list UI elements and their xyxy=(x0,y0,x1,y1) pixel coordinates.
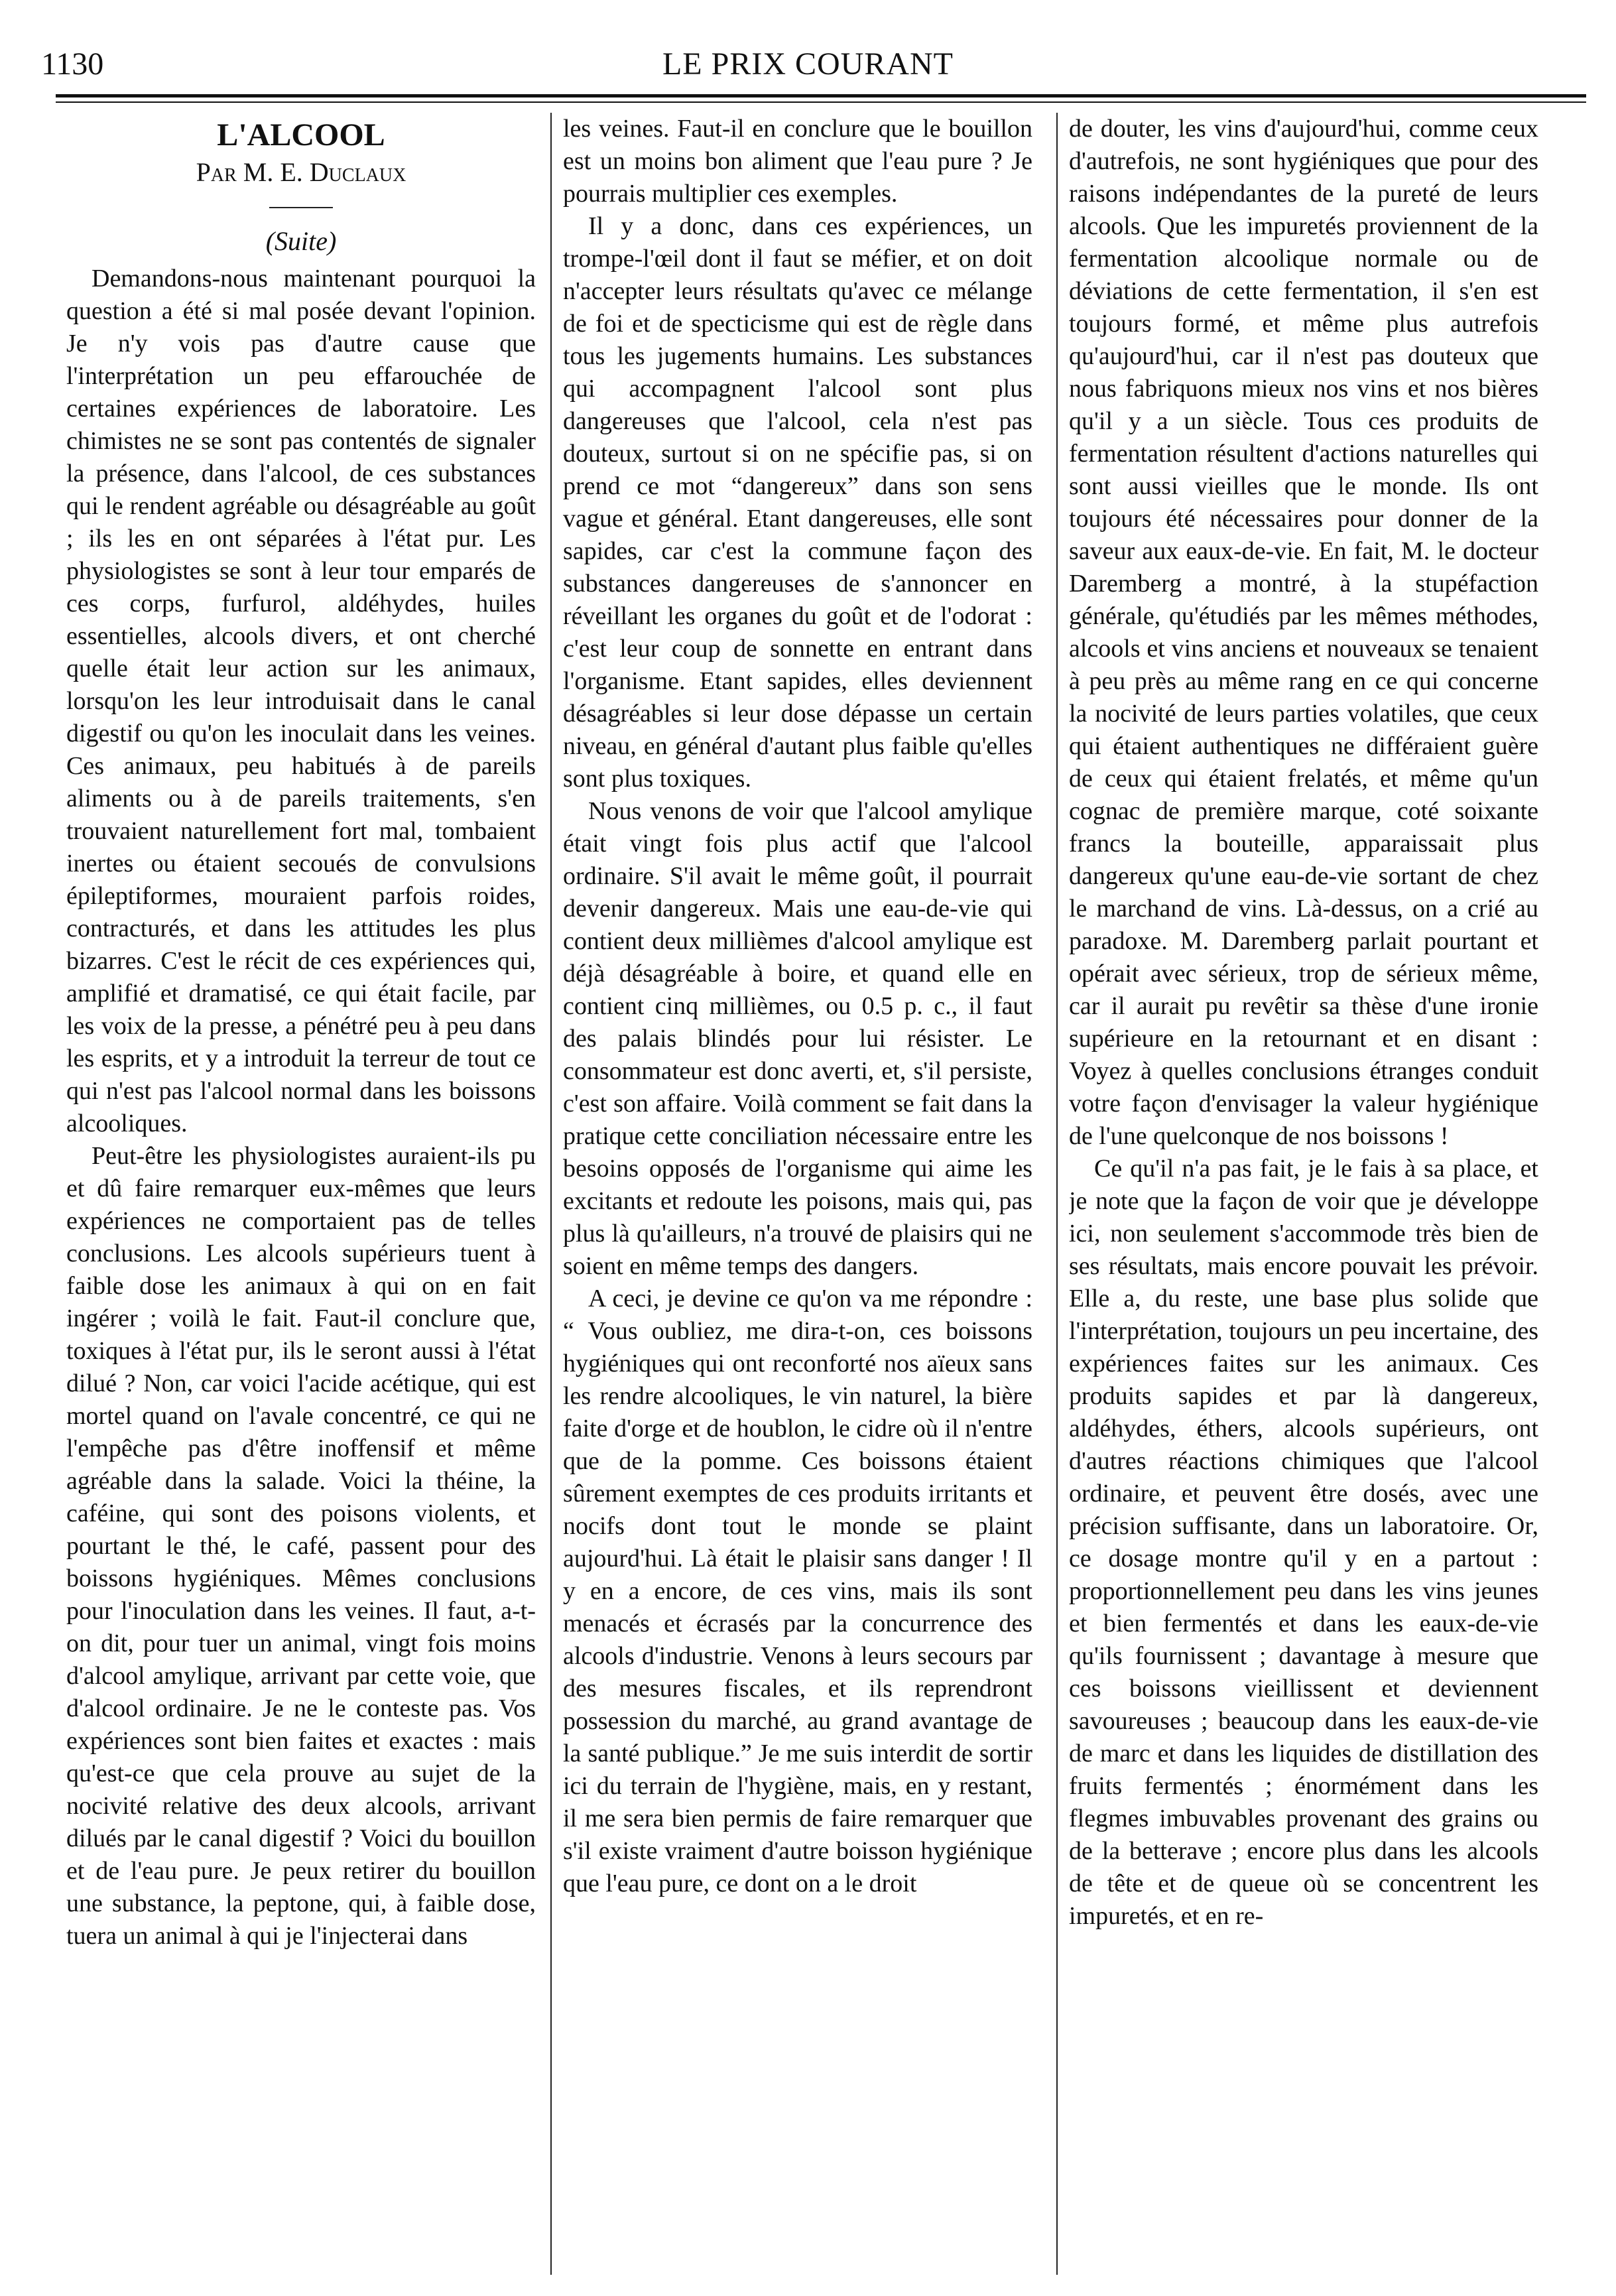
paragraph: Il y a donc, dans ces expériences, un trompe-l'œil dont il faut se méfier, et on doit n'accepter leurs résultats qu'avec ce mélange de foi et de specticisme qui est de règle dans tous les jugements humains. Les substances qui accompagnent l'alcool sont plus dangereuses que l'alcool, cela n'est pas douteux, surtout si on ne spécifie pas, si on prend ce mot “dangereux” dans son sens vague et général. Etant dangereuses, elle sont sapides, car c'est la commune façon des substances dangereuses de s'annoncer en réveillant les organes du goût et de l'odorat : c'est leur coup de sonnette en entrant dans l'organisme. Etant sapides, elles deviennent désagréables si leur dose dépasse un certain niveau, en général d'autant plus faible qu'elles sont plus toxiques. xyxy=(563,212,1032,793)
column-divider xyxy=(550,113,552,2275)
paragraph: Demandons-nous maintenant pourquoi la question a été si mal posée devant l'opinion. Je n'y vois pas d'autre cause que l'interprétation un peu effarouchée de certaines expériences de laboratoire. Les chimistes ne se sont pas contentés de signaler la présence, dans l'alcool, de ces substances qui le rendent agréable ou désagréable au goût ; ils les en ont séparées à l'état pur. Les physiologistes se sont à leur tour emparés de ces corps, furfurol, aldéhydes, huiles essentielles, alcools divers, et ont cherché quelle était leur action sur les animaux, lorsqu'on les leur introduisait dans le canal digestif ou qu'on les inoculait dans les veines. Ces animaux, peu habitués à de pareils aliments ou à de pareils traitements, s'en trouvaient naturellement fort mal, tombaient inertes ou étaient secoués de convulsions épileptiformes, mouraient parfois roides, contracturés, et dans les attitudes les plus bizarres. C'est le récit de ces expériences qui, amplifié et dramatisé, ce qui était facile, par les voix de la presse, a pénétré peu à peu dans les esprits, et y a introduit la terreur de tout ce qui n'est pas l'alcool normal dans les boissons alcooliques. xyxy=(66,265,536,1137)
article-column-2 xyxy=(563,113,1032,2275)
article-continuation: (Suite) xyxy=(265,226,337,256)
paragraph: les veines. Faut-il en conclure que le bouillon est un moins bon aliment que l'eau pure ? Je pourrais multiplier ces exemples. xyxy=(563,115,1032,208)
header-rule-thick xyxy=(56,94,1586,97)
header-rule-thin xyxy=(56,101,1586,103)
paragraph: Nous venons de voir que l'alcool amylique était vingt fois plus actif que l'alcool ordinaire. S'il avait le même goût, il pourrait devenir dangereux. Mais une eau-de-vie qui contient deux millièmes d'alcool amylique est déjà désagréable à boire, et quand elle en contient cinq millièmes, ou 0.5 p. c., il faut des palais blindés pour lui résister. Le consommateur est donc averti, et, s'il persiste, c'est son affaire. Voilà comment se fait dans la pratique cette conciliation nécessaire entre les besoins opposés de l'organisme qui aime les excitants et redoute les poisons, mais qui, pas plus là qu'ailleurs, n'a trouvé de plaisirs qui ne soient en même temps des dangers. xyxy=(563,797,1032,1280)
article-column-1 xyxy=(66,113,536,2275)
title-separator xyxy=(269,207,333,208)
page-number: 1130 xyxy=(41,46,104,82)
publication-title: LE PRIX COURANT xyxy=(662,46,954,82)
paragraph: Ce qu'il n'a pas fait, je le fais à sa place, et je note que la façon de voir que je développe ici, non seulement s'accommode très bien de ses résultats, mais encore pouvait les prévoir. Elle a, du reste, une base plus solide que l'interprétation, toujours un peu incertaine, des expériences faites sur les animaux. Ces produits sapides et par là dangereux, aldéhydes, éthers, alcools supérieurs, ont d'autres réactions chimiques que l'alcool ordinaire, et peuvent être dosés, avec une précision suffisante, dans un laboratoire. Or, ce dosage montre qu'il y en a partout : proportionnellement peu dans les vins jeunes et bien fermentés et dans les eaux-de-vie qu'ils fournissent ; davantage à mesure que ces boissons vieillissent et deviennent savoureuses ; beaucoup dans les eaux-de-vie de marc et dans les liquides de distillation des fruits fermentés ; énormément dans les flegmes imbuvables provenant des grains ou de la betterave ; encore plus dans les alcools de tête et de queue où se concentrent les impuretés, et en re- xyxy=(1069,1155,1538,1930)
article-author: Par M. E. Duclaux xyxy=(196,157,406,187)
column-divider xyxy=(1056,113,1058,2275)
paragraph: de douter, les vins d'aujourd'hui, comme ceux d'autrefois, ne sont hygiéniques que pour des raisons indépendantes de la pureté de leurs alcools. Que les impuretés proviennent de la fermentation alcoolique normale ou de déviations de cette fermentation, il s'en est toujours formé, et même plus autrefois qu'aujourd'hui, car il n'est pas douteux que nous fabriquons mieux nos vins et nos bières qu'il y a un siècle. Tous ces produits de fermentation résultent d'actions naturelles qui sont aussi vieilles que le monde. Ils ont toujours été nécessaires pour donner de la saveur aux eaux-de-vie. En fait, M. le docteur Daremberg a montré, à la stupéfaction générale, qu'étudiés par les mêmes méthodes, alcools et vins anciens et nouveaux se tenaient à peu près au même rang en ce qui concerne la nocivité de leurs parties volatiles, que ceux qui étaient authentiques ne différaient guère de ceux qui étaient frelatés, et même qu'un cognac de première marque, coté soixante francs la bouteille, apparaissait plus dangereux qu'une eau-de-vie sortant de chez le marchand de vins. Là-dessus, on a crié au paradoxe. M. Daremberg parlait pourtant et opérait avec sérieux, trop de sérieux même, car il aurait pu revêtir sa thèse d'une ironie supérieure en la retournant et en disant : Voyez à quelles conclusions étranges conduit votre façon d'envisager la valeur hygiénique de l'une quelconque de nos boissons ! xyxy=(1069,115,1538,1150)
article-column-3 xyxy=(1069,113,1538,2275)
paragraph: Peut-être les physiologistes auraient-ils pu et dû faire remarquer eux-mêmes que leurs expériences ne comportaient pas de telles conclusions. Les alcools supérieurs tuent à faible dose les animaux à qui on en fait ingérer ; voilà le fait. Faut-il conclure que, toxiques à l'état pur, ils le seront aussi à l'état dilué ? Non, car voici l'acide acétique, qui est mortel quand on l'avale concentré, ce qui ne l'empêche pas d'être inoffensif et même agréable dans la salade. Voici la théine, la caféine, qui sont des poisons violents, et pourtant le thé, le café, passent pour des boissons hygiéniques. Mêmes conclusions pour l'inoculation dans les veines. Il faut, a-t-on dit, pour tuer un animal, vingt fois moins d'alcool amylique, arrivant par cette voie, que d'alcool ordinaire. Je ne le conteste pas. Vos expériences sont bien faites et exactes : mais qu'est-ce que cela prouve au sujet de la nocivité relative des deux alcools, arrivant dilués par le canal digestif ? Voici du bouillon et de l'eau pure. Je peux retirer du bouillon une substance, la peptone, qui, à faible dose, tuera un animal à qui je l'injecterai dans xyxy=(66,1142,536,1950)
article-title: L'ALCOOL xyxy=(217,117,385,153)
paragraph: A ceci, je devine ce qu'on va me répondre : “ Vous oubliez, me dira-t-on, ces boissons hygiéniques qui ont reconforté nos aïeux sans les rendre alcooliques, le vin naturel, la bière faite d'orge et de houblon, le cidre où il n'entre que de la pomme. Ces boissons étaient sûrement exemptes de ces produits irritants et nocifs dont tout le monde se plaint aujourd'hui. Là était le plaisir sans danger ! Il y en a encore, de ces vins, mais ils sont menacés et écrasés par la concurrence des alcools d'industrie. Venons à leurs secours par des mesures fiscales, et ils reprendront possession du marché, au grand avantage de la santé publique.” Je me suis interdit de sortir ici du terrain de l'hygiène, mais, en y restant, il me sera bien permis de faire remarquer que s'il existe vraiment d'autre boisson hygiénique que l'eau pure, ce dont on a le droit xyxy=(563,1285,1032,1897)
